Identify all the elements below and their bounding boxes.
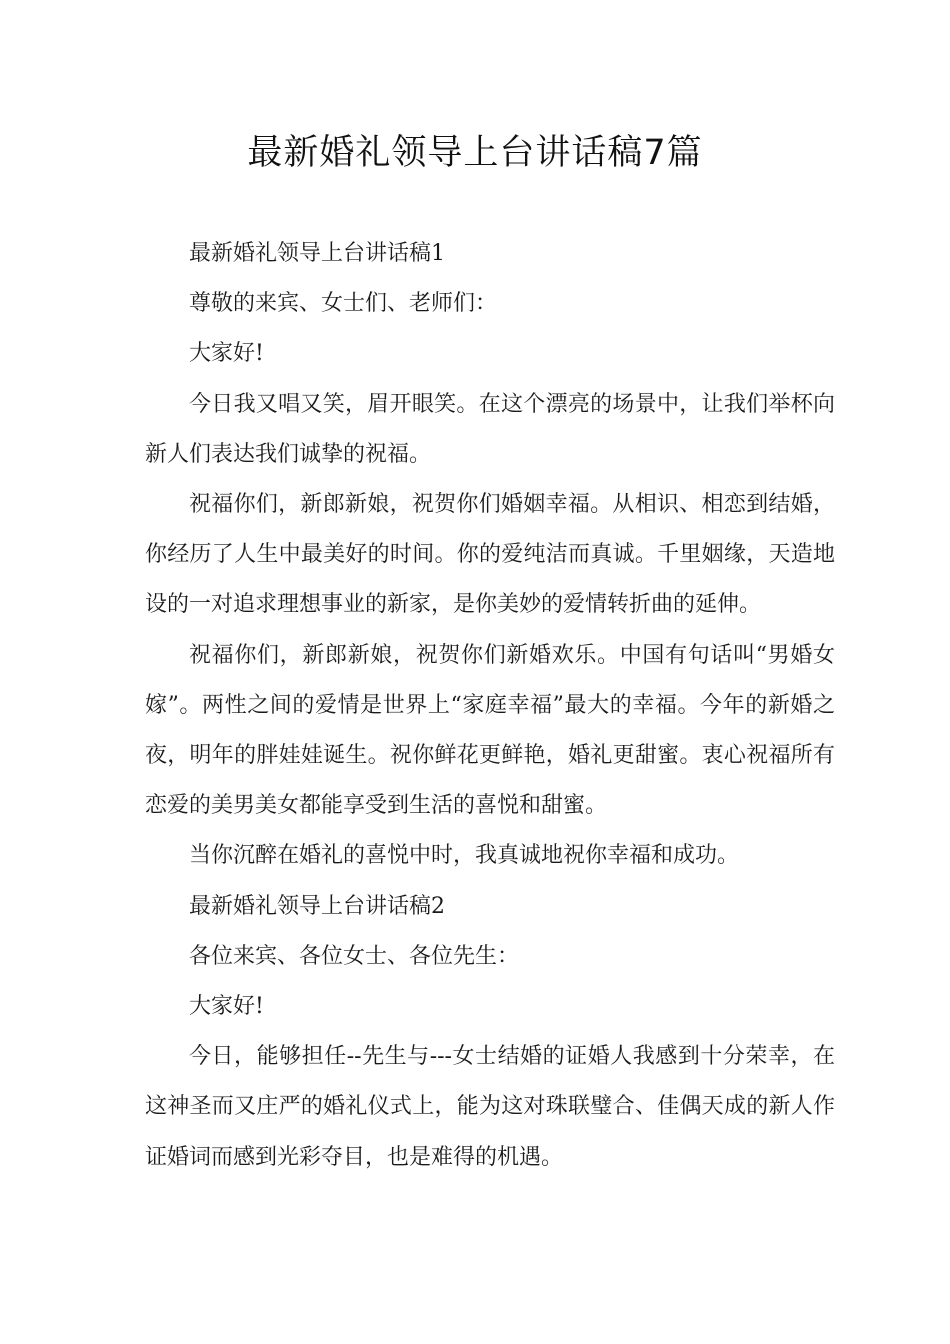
greeting: 大家好! [189, 994, 264, 1020]
salutation: 各位来宾、各位女士、各位先生： [189, 943, 520, 969]
document-title: 最新婚礼领导上台讲话稿7篇 [247, 133, 703, 173]
paragraph: 今日我又唱又笑，眉开眼笑。在这个漂亮的场景中，让我们举杯向新人们表达我们诚挚的祝福。 [145, 391, 835, 467]
paragraph: 当你沉醉在婚礼的喜悦中时，我真诚地祝你幸福和成功。 [189, 843, 740, 869]
greeting: 大家好! [189, 341, 264, 367]
section-heading-1: 最新婚礼领导上台讲话稿1 [189, 241, 445, 266]
paragraph: 今日，能够担任--先生与---女士结婚的证婚人我感到十分荣幸，在这神圣而又庄严的婚礼仪式上，能为这对珠联璧合、佳偶天成的新人作证婚词而感到光彩夺目，也是难得的机遇。 [145, 1044, 835, 1170]
document-body [145, 229, 835, 1183]
paragraph: 祝福你们，新郎新娘，祝贺你们新婚欢乐。中国有句话叫“男婚女嫁”。两性之间的爱情是世界上“家庭幸福”最大的幸福。今年的新婚之夜，明年的胖娃娃诞生。祝你鲜花更鲜艳，婚礼更甜蜜。衷心祝福所有恋爱的美男美女都能享受到生活的喜悦和甜蜜。 [145, 642, 835, 819]
salutation: 尊敬的来宾、女士们、老师们： [189, 291, 498, 317]
section-heading-2: 最新婚礼领导上台讲话稿2 [189, 893, 445, 919]
paragraph: 祝福你们，新郎新娘，祝贺你们婚姻幸福。从相识、相恋到结婚，你经历了人生中最美好的时间。你的爱纯洁而真诚。千里姻缘，天造地设的一对追求理想事业的新家，是你美妙的爱情转折曲的延伸。 [145, 492, 835, 618]
